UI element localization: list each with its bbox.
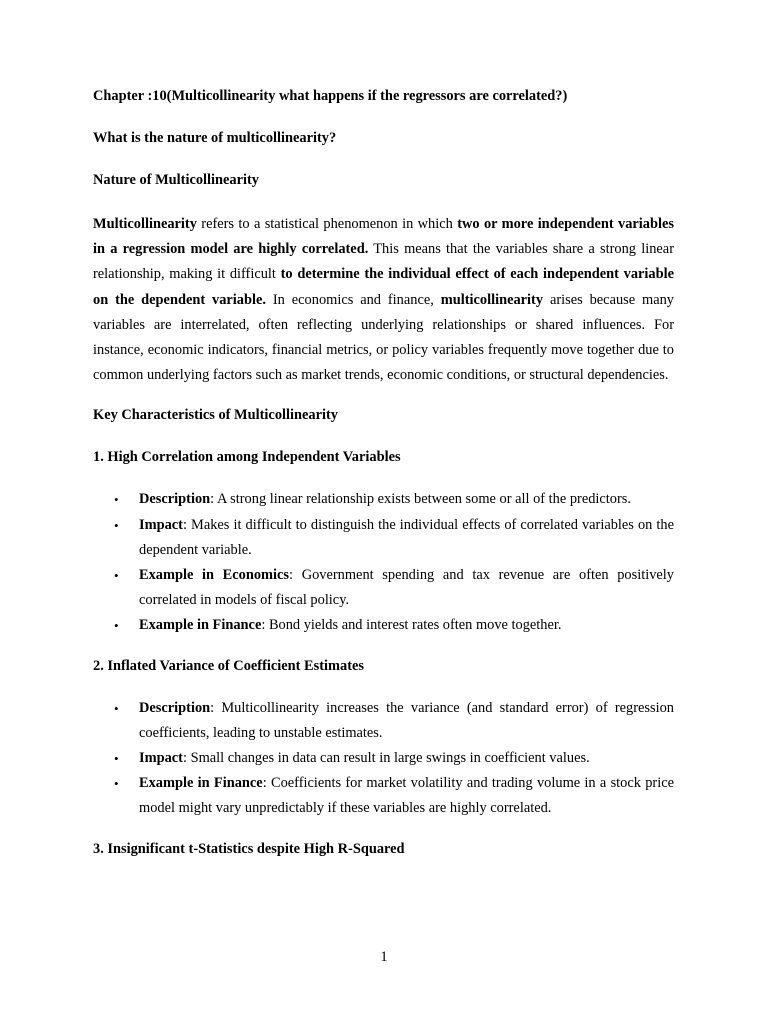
bullet-icon: • <box>114 568 119 584</box>
item-label: Description <box>139 699 211 716</box>
item-text: A strong linear relationship exists between some or all of the predictors. <box>216 491 631 508</box>
intro-paragraph <box>93 212 674 388</box>
item-separator: : <box>262 775 271 792</box>
bullet-icon: • <box>114 618 119 634</box>
intro-text: refers to a statistical phenomenon in which <box>196 216 458 232</box>
nature-heading: Nature of Multicollinearity <box>93 172 259 188</box>
list-item <box>93 696 674 746</box>
intro-emphasis: to determine the individual effect of each independent variable on the dependent variable. <box>93 266 675 308</box>
intro-text: This means that the variables share a strong linear relationship, making it difficult <box>93 241 674 283</box>
list-item <box>93 563 674 613</box>
item-text: Government spending and tax revenue are often positively correlated in models of fiscal policy. <box>139 567 674 609</box>
list-item <box>93 487 674 512</box>
bullet-list <box>93 696 674 822</box>
intro-text: In economics and finance, <box>266 291 441 308</box>
item-separator: : <box>182 516 192 533</box>
item-label: Example in Finance <box>139 617 262 634</box>
item-label: Impact <box>139 516 183 533</box>
intro-term: multicollinearity <box>440 291 544 308</box>
chapter-title: Chapter :10(Multicollinearity what happens if the regressors are correlated?) <box>93 88 568 104</box>
item-separator: : <box>210 491 217 508</box>
item-text: Coefficients for market volatility and trading volume in a stock price model might vary unpredictably if these variables are highly correlated. <box>139 775 674 817</box>
item-separator: : <box>182 750 191 767</box>
bullet-icon: • <box>114 492 119 508</box>
section-title: 1. High Correlation among Independent Variables <box>93 449 401 466</box>
section-title: 3. Insignificant t-Statistics despite High R-Squared <box>93 840 405 857</box>
bullet-icon: • <box>114 751 119 767</box>
bullet-icon: • <box>114 517 119 533</box>
question-heading: What is the nature of multicollinearity? <box>93 130 337 146</box>
intro-emphasis: two or more independent variables in a regression model are highly correlated. <box>93 216 674 258</box>
item-text: Multicollinearity increases the variance (and standard error) of regression coefficients, leading to unstable estimates. <box>139 699 674 741</box>
item-text: Small changes in data can result in large swings in coefficient values. <box>190 750 590 767</box>
key-characteristics-heading: Key Characteristics of Multicollinearity <box>93 407 338 424</box>
list-item <box>93 613 674 638</box>
page-number: 1 <box>380 949 388 965</box>
bullet-list <box>93 487 674 638</box>
intro-text: arises because many variables are interrelated, often reflecting underlying relationships or shared influences. For instance, economic indicators, financial metrics, or policy variables frequently move together due to common underlying factors such as market trends, economic conditions, or structural dependencies. <box>93 291 675 384</box>
item-label: Example in Finance <box>139 775 263 792</box>
section-title: 2. Inflated Variance of Coefficient Estimates <box>93 657 364 674</box>
list-item <box>93 771 674 821</box>
item-separator: : <box>210 699 222 716</box>
item-text: Bond yields and interest rates often move together. <box>268 617 562 634</box>
item-label: Example in Economics <box>139 567 290 584</box>
item-separator: : <box>289 567 302 584</box>
item-label: Impact <box>139 750 183 767</box>
intro-term: Multicollinearity <box>93 216 197 232</box>
item-label: Description <box>139 491 211 508</box>
bullet-icon: • <box>114 700 119 716</box>
bullet-icon: • <box>114 776 119 792</box>
item-separator: : <box>261 617 269 634</box>
page-content <box>93 86 674 859</box>
list-item <box>93 746 674 771</box>
item-text: Makes it difficult to distinguish the individual effects of correlated variables on the dependent variable. <box>139 516 674 558</box>
list-item <box>93 513 674 563</box>
